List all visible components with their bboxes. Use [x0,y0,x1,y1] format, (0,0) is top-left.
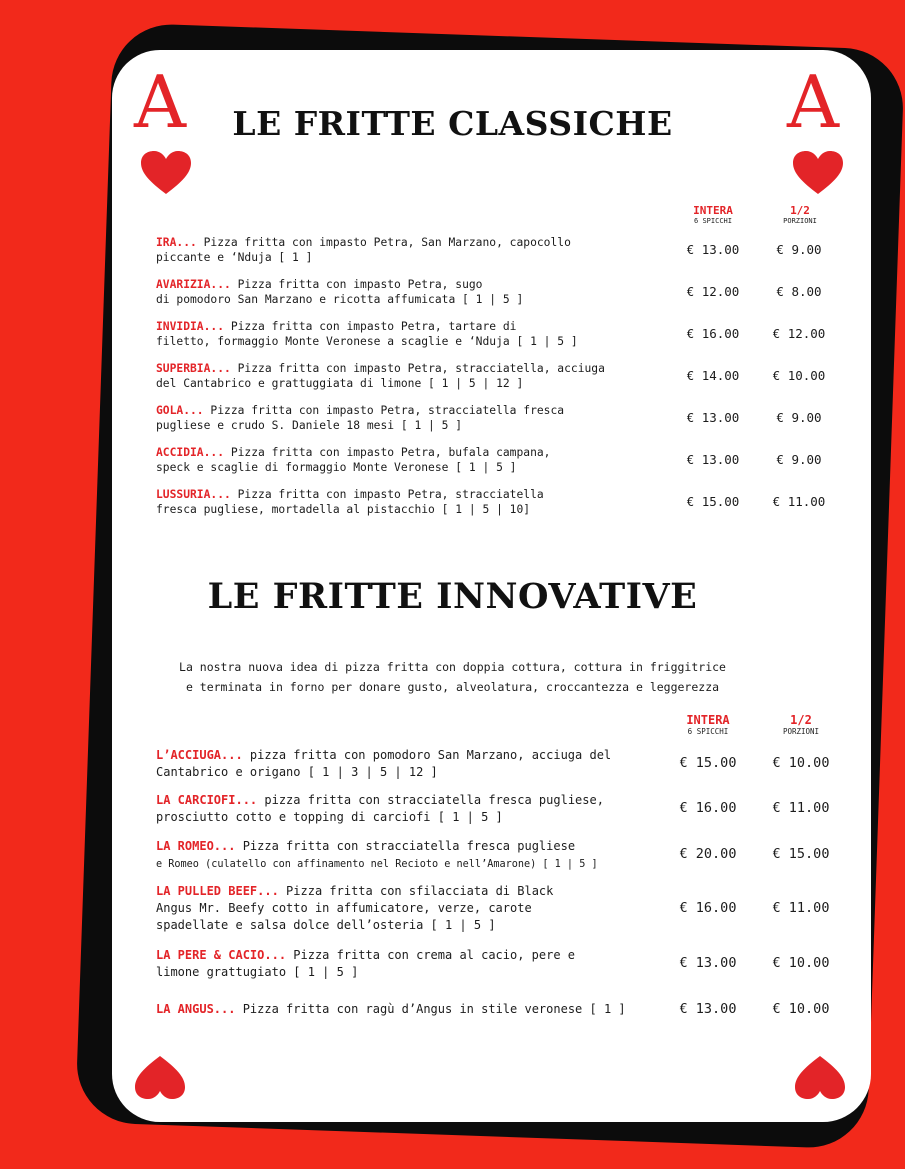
item-name: L’ACCIUGA... [156,748,243,762]
item-desc: Angus Mr. Beefy cotto in affumicatore, verze, carote [156,901,532,915]
item-name: LA CARCIOFI... [156,793,258,807]
price-half: € 10.00 [772,755,830,771]
item-desc: Pizza fritta con impasto Petra, sugo [230,278,483,291]
heart-icon [134,1054,186,1100]
column-header-intera [683,205,743,225]
item-name: LA PULLED BEEF... [156,884,279,898]
menu-item-pulled-beef [156,883,676,934]
item-desc: Pizza fritta con sfilacciata di Black [278,884,554,898]
menu-item-accidia [156,445,676,475]
item-desc: fresca pugliese, mortadella al pistacchio [ 1 | 5 | 10] [156,503,531,516]
price-half: € 11.00 [772,800,830,816]
menu-item-lussuria [156,487,676,517]
menu-item-ira [156,235,676,265]
item-desc: Pizza fritta con impasto Petra, bufala campana, [224,446,551,459]
section-intro [0,657,905,697]
item-name: ACCIDIA... [156,446,225,459]
menu-item-gola [156,403,676,433]
item-desc: Pizza fritta con ragù d’Angus in stile veronese [ 1 ] [235,1002,626,1016]
corner-letter-top-left: A [134,60,186,144]
menu-item-pere-cacio [156,947,676,981]
menu-item-avarizia [156,277,676,307]
column-header-label: 1/2 [790,713,812,727]
item-desc: speck e scaglie di formaggio Monte Veronese [ 1 | 5 ] [156,461,517,474]
price-full: € 20.00 [679,846,737,862]
column-header-half [770,714,832,736]
item-desc: Cantabrico e origano [ 1 | 3 | 5 | 12 ] [156,765,438,779]
price-full: € 13.00 [686,452,740,467]
item-desc: di pomodoro San Marzano e ricotta affumicata [ 1 | 5 ] [156,293,524,306]
item-desc: piccante e ‘Nduja [ 1 ] [156,251,313,264]
item-desc: e Romeo (culatello con affinamento nel Recioto e nell’Amarone) [ 1 | 5 ] [156,859,598,870]
price-full: € 13.00 [686,242,740,257]
item-desc: prosciutto cotto e topping di carciofi [ 1 | 5 ] [156,810,503,824]
item-name: AVARIZIA... [156,278,231,291]
item-desc: pizza fritta con pomodoro San Marzano, acciuga del [242,748,612,762]
item-desc: limone grattugiato [ 1 | 5 ] [156,965,359,979]
menu-item-superbia [156,361,676,391]
price-full: € 13.00 [686,410,740,425]
menu-item-romeo [156,838,676,873]
item-name: SUPERBIA... [156,362,231,375]
item-desc: pugliese e crudo S. Daniele 18 mesi [ 1 | 5 ] [156,419,463,432]
price-half: € 11.00 [772,494,826,509]
price-half: € 15.00 [772,846,830,862]
heart-icon [794,1054,846,1100]
item-desc: Pizza fritta con impasto Petra, San Marzano, capocollo [196,236,571,249]
item-desc: Pizza fritta con impasto Petra, stracciatella, acciuga [230,362,605,375]
item-name: INVIDIA... [156,320,225,333]
price-half: € 12.00 [772,326,826,341]
menu-item-acciuga [156,747,676,781]
column-header-label: INTERA [686,713,730,727]
menu-item-angus [156,1001,676,1018]
item-desc: spadellate e salsa dolce dell’osteria [ 1 | 5 ] [156,918,496,932]
price-half: € 9.00 [776,410,822,425]
price-half: € 10.00 [772,1001,830,1017]
item-desc: del Cantabrico e grattuggiata di limone [ 1 | 5 | 12 ] [156,377,524,390]
column-header-half [770,205,830,225]
item-desc: Pizza fritta con crema al cacio, pere e [286,948,576,962]
price-full: € 16.00 [686,326,740,341]
section-title-innovative: LE FRITTE INNOVATIVE [207,576,698,617]
heart-icon [140,150,192,196]
menu-item-invidia [156,319,676,349]
item-name: LA PERE & CACIO... [156,948,287,962]
item-desc: Pizza fritta con impasto Petra, stracciatella fresca [203,404,565,417]
item-name: LUSSURIA... [156,488,231,501]
item-name: IRA... [156,236,197,249]
item-desc: Pizza fritta con impasto Petra, stracciatella [230,488,544,501]
price-half: € 9.00 [776,452,822,467]
price-full: € 15.00 [679,755,737,771]
column-header-sub: 6 SPICCHI [694,217,732,225]
item-name: GOLA... [156,404,204,417]
price-full: € 13.00 [679,955,737,971]
column-header-intera [677,714,739,736]
item-name: LA ANGUS... [156,1002,236,1016]
intro-line: La nostra nuova idea di pizza fritta con doppia cottura, cottura in friggitrice [179,660,726,674]
column-header-sub: PORZIONI [783,217,817,225]
price-half: € 10.00 [772,955,830,971]
item-desc: Pizza fritta con stracciatella fresca pugliese [235,839,576,853]
price-full: € 12.00 [686,284,740,299]
item-desc: Pizza fritta con impasto Petra, tartare di [224,320,517,333]
price-half: € 10.00 [772,368,826,383]
column-header-label: 1/2 [790,204,810,217]
price-full: € 16.00 [679,800,737,816]
intro-line: e terminata in forno per donare gusto, alveolatura, croccantezza e leggerezza [185,680,720,694]
price-full: € 13.00 [679,1001,737,1017]
menu-item-carciofi [156,792,676,826]
price-half: € 9.00 [776,242,822,257]
section-title-classiche: LE FRITTE CLASSICHE [232,104,673,143]
price-full: € 16.00 [679,900,737,916]
price-full: € 15.00 [686,494,740,509]
price-half: € 11.00 [772,900,830,916]
column-header-label: INTERA [693,204,733,217]
price-full: € 14.00 [686,368,740,383]
corner-letter-top-right: A [787,60,839,144]
column-header-sub: PORZIONI [782,727,820,736]
item-name: LA ROMEO... [156,839,236,853]
item-desc: pizza fritta con stracciatella fresca pugliese, [257,793,604,807]
price-half: € 8.00 [776,284,822,299]
column-header-sub: 6 SPICCHI [687,727,729,736]
heart-icon [792,150,844,196]
item-desc: filetto, formaggio Monte Veronese a scaglie e ‘Nduja [ 1 | 5 ] [156,335,578,348]
